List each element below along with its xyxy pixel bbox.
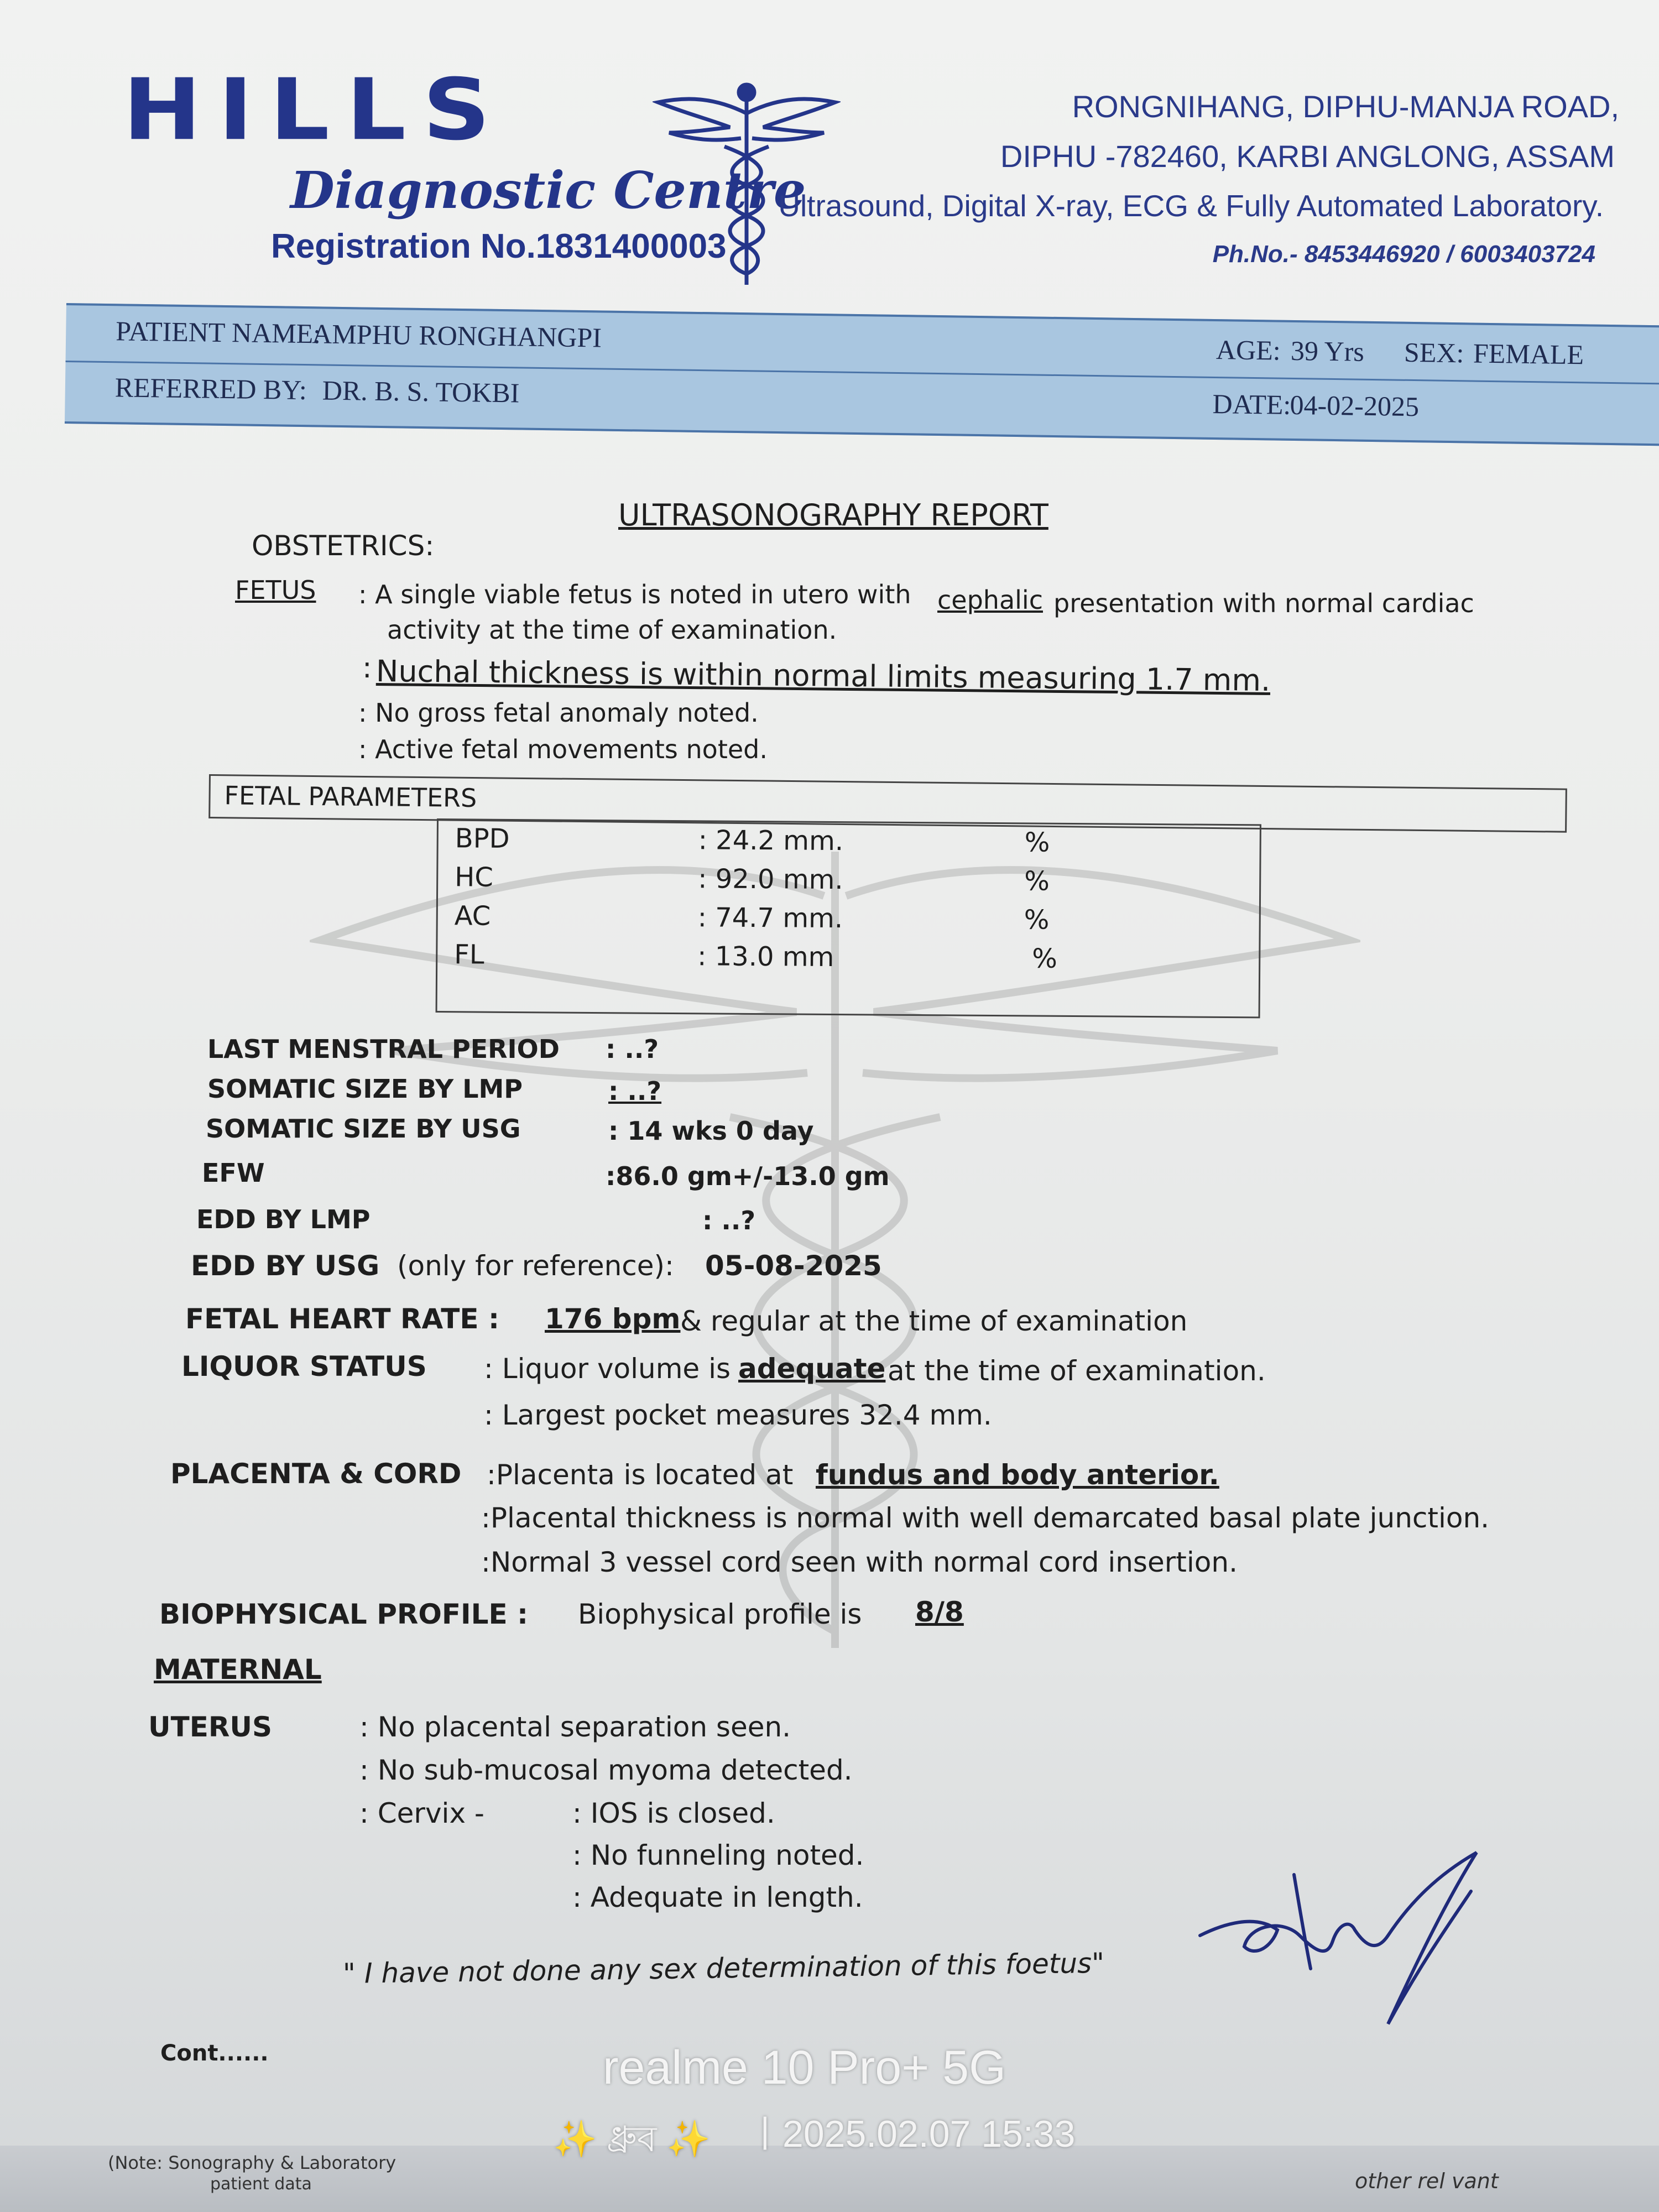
placenta-pre: :Placenta is located at [487,1459,794,1491]
report-date: 04-02-2025 [1290,389,1420,422]
signature-icon [1189,1841,1488,2041]
logo-subtitle: Diagnostic Centre [290,160,806,220]
address-line-1: RONGNIHANG, DIPHU-MANJA ROAD, [1072,89,1619,124]
fhr-value: 176 bpm [545,1303,681,1335]
sex-label: SEX: [1404,336,1464,369]
date-label: DATE: [1212,388,1291,420]
edd-usg-note: (only for reference): [397,1250,674,1282]
camera-divider: | [760,2110,770,2150]
liquor-post: at the time of examination. [888,1355,1266,1387]
placenta-label: PLACENTA & CORD [170,1458,462,1490]
fetus-presentation: cephalic [937,585,1043,615]
edd-usg-label: EDD BY USG [191,1250,380,1282]
footer-strip [0,2146,1659,2212]
placental-thickness: :Placental thickness is normal with well demarcated basal plate junction. [481,1502,1490,1534]
footer-note-left: (Note: Sonography & Laboratory [108,2152,397,2173]
camera-device-label: realme 10 Pro+ 5G [603,2041,1006,2094]
edd-usg-value: 05-08-2025 [705,1250,882,1282]
fetal-parameters-table [436,818,1261,1018]
param-percent: % [1024,827,1050,858]
footer-note-right: other rel vant [1355,2169,1499,2193]
sex-determination-declaration: " I have not done any sex determination of this foetus" [342,1947,1105,1990]
param-value: : 92.0 mm. [698,863,843,896]
caduceus-icon [653,80,841,290]
age-value: 39 Yrs [1290,335,1365,367]
fhr-label: FETAL HEART RATE : [185,1303,499,1335]
liquor-volume: adequate [738,1353,886,1385]
cord-insertion: :Normal 3 vessel cord seen with normal cord insertion. [481,1546,1238,1578]
camera-tag: ✨ ধ্রুব ✨ [553,2119,711,2159]
param-row-hc [455,862,1240,906]
footer-note-left-2: patient data [210,2174,312,2194]
no-anomaly: : No gross fetal anomaly noted. [358,698,759,728]
fetus-line1-pre: : A single viable fetus is noted in utero with [358,580,911,609]
fetal-parameters-label: FETAL PARAMETERS [224,780,477,813]
patient-name: AMPHU RONGHANGPI [311,318,602,353]
nuchal-thickness: Nuchal thickness is within normal limits measuring 1.7 mm. [375,654,1271,698]
phone-number: Ph.No.- 8453446920 / 6003403724 [1212,241,1595,268]
param-row-fl [454,939,1239,983]
liquor-label: LIQUOR STATUS [181,1350,427,1383]
edd-lmp-value: : ..? [702,1206,756,1235]
param-value: : 74.7 mm. [697,902,843,935]
param-name: FL [454,939,484,971]
param-name: BPD [455,823,510,854]
maternal-label: MATERNAL [154,1653,322,1686]
bpp-pre: Biophysical profile is [578,1598,862,1630]
bpp-score: 8/8 [915,1596,964,1628]
address-line-2: DIPHU -782460, KARBI ANGLONG, ASSAM [1000,139,1615,174]
patient-name-label: PATIENT NAME: [115,315,321,349]
somatic-lmp-value: : ..? [608,1076,662,1106]
param-name: AC [454,900,491,932]
patient-info-band [65,303,1659,446]
uterus-label: UTERUS [148,1711,272,1743]
referred-by-label: REFERRED BY: [114,372,307,406]
nuchal-colon: : [362,651,372,685]
param-value: : 24.2 mm. [698,825,844,857]
param-percent: % [1024,904,1050,936]
fetus-line1-post: presentation with normal cardiac [1053,588,1474,618]
uterus-finding-1: : No placental separation seen. [359,1711,791,1743]
somatic-usg-value: : 14 wks 0 day [608,1116,814,1146]
efw-label: EFW [202,1158,265,1188]
services-line: Ultrasound, Digital X-ray, ECG & Fully Automated Laboratory. [778,189,1604,223]
param-row-bpd [455,823,1240,867]
bpp-label: BIOPHYSICAL PROFILE : [159,1598,529,1630]
fetus-line2: activity at the time of examination. [387,615,837,645]
age-label: AGE: [1215,334,1281,366]
somatic-usg-label: SOMATIC SIZE BY USG [206,1114,521,1144]
somatic-lmp-label: SOMATIC SIZE BY LMP [207,1074,523,1104]
uterus-finding-2: : No sub-mucosal myoma detected. [359,1754,853,1786]
fetal-movements: : Active fetal movements noted. [358,734,768,764]
fhr-post: & regular at the time of examination [680,1305,1188,1337]
cervix-label: : Cervix - [359,1797,484,1829]
registration-number: Registration No.1831400003 [271,227,727,265]
param-name: HC [455,862,494,893]
sex-value: FEMALE [1473,337,1584,371]
placenta-location: fundus and body anterior. [816,1459,1219,1491]
param-percent: % [1024,865,1050,897]
report-title: ULTRASONOGRAPHY REPORT [618,498,1048,533]
param-percent: % [1032,943,1058,974]
logo-hills: HILLS [123,60,507,160]
lmp-value: : ..? [606,1034,659,1064]
param-value: : 13.0 mm [697,941,834,973]
camera-timestamp: 2025.02.07 15:33 [782,2113,1076,2155]
liquor-pocket: : Largest pocket measures 32.4 mm. [484,1399,992,1431]
referred-by: DR. B. S. TOKBI [322,374,520,409]
section-obstetrics: OBSTETRICS: [252,530,435,562]
cervix-finding-2: : No funneling noted. [572,1839,864,1871]
edd-lmp-label: EDD BY LMP [196,1204,371,1234]
cervix-finding-1: : IOS is closed. [572,1797,775,1829]
lmp-label: LAST MENSTRAL PERIOD [207,1034,560,1064]
liquor-pre: : Liquor volume is [484,1353,731,1385]
param-row-ac [454,900,1239,945]
continued-marker: Cont...... [160,2041,269,2066]
cervix-finding-3: : Adequate in length. [572,1881,863,1913]
fetus-label: FETUS [235,575,316,605]
efw-value: :86.0 gm+/-13.0 gm [606,1161,890,1191]
